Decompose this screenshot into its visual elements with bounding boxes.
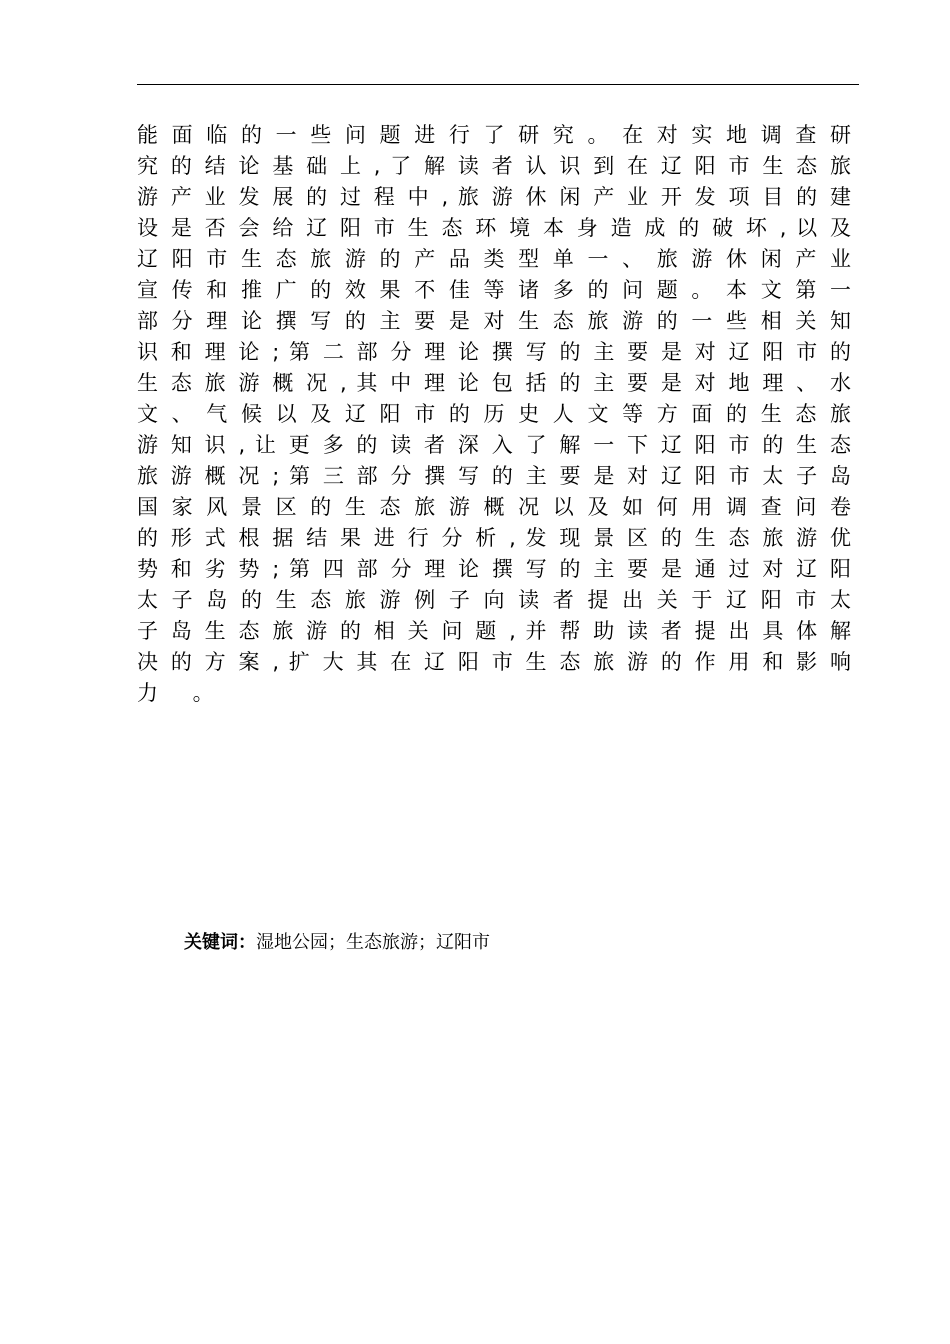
abstract-line: 能 面 临 的 一 些 问 题 进 行 了 研 究 。 在 对 实 地 调 查 研 xyxy=(137,123,851,147)
abstract-line: 决 的 方 案 , 扩 大 其 在 辽 阳 市 生 态 旅 游 的 作 用 和 影 响 xyxy=(137,650,851,674)
abstract-body xyxy=(137,120,851,709)
abstract-line: 文 、 气 候 以 及 辽 阳 市 的 历 史 人 文 等 方 面 的 生 态 旅 xyxy=(137,402,851,426)
abstract-line: 国 家 风 景 区 的 生 态 旅 游 概 况 以 及 如 何 用 调 查 问 卷 xyxy=(137,495,851,519)
abstract-line: 子 岛 生 态 旅 游 的 相 关 问 题 , 并 帮 助 读 者 提 出 具 体 解 xyxy=(137,619,851,643)
abstract-line: 设 是 否 会 给 辽 阳 市 生 态 环 境 本 身 造 成 的 破 坏 , 以 及 xyxy=(137,216,851,240)
abstract-line: 生 态 旅 游 概 况 , 其 中 理 论 包 括 的 主 要 是 对 地 理 、 水 xyxy=(137,371,851,395)
keywords xyxy=(184,930,490,956)
abstract-line: 太 子 岛 的 生 态 旅 游 例 子 向 读 者 提 出 关 于 辽 阳 市 太 xyxy=(137,588,851,612)
abstract-line: 的 形 式 根 据 结 果 进 行 分 析 , 发 现 景 区 的 生 态 旅 游 优 xyxy=(137,526,851,550)
abstract-line: 部 分 理 论 撰 写 的 主 要 是 对 生 态 旅 游 的 一 些 相 关 知 xyxy=(137,309,851,333)
abstract-line: 识 和 理 论 ; 第 二 部 分 理 论 撰 写 的 主 要 是 对 辽 阳 市 的 xyxy=(137,340,851,364)
abstract-line: 旅 游 概 况 ; 第 三 部 分 撰 写 的 主 要 是 对 辽 阳 市 太 子 岛 xyxy=(137,464,851,488)
abstract-line: 游 产 业 发 展 的 过 程 中 , 旅 游 休 闲 产 业 开 发 项 目 的 建 xyxy=(137,185,851,209)
keywords-value: 湿地公园；生态旅游；辽阳市 xyxy=(256,932,490,953)
abstract-line: 力 。 xyxy=(137,681,228,705)
abstract-line: 宣 传 和 推 广 的 效 果 不 佳 等 诸 多 的 问 题 。 本 文 第 一 xyxy=(137,278,851,302)
abstract-line: 游 知 识 , 让 更 多 的 读 者 深 入 了 解 一 下 辽 阳 市 的 生 态 xyxy=(137,433,851,457)
keywords-label: 关键词： xyxy=(184,932,256,953)
abstract-line: 辽 阳 市 生 态 旅 游 的 产 品 类 型 单 一 、 旅 游 休 闲 产 业 xyxy=(137,247,851,271)
abstract-line: 究 的 结 论 基 础 上 , 了 解 读 者 认 识 到 在 辽 阳 市 生 态 旅 xyxy=(137,154,851,178)
header-rule xyxy=(137,84,859,85)
abstract-line: 势 和 劣 势 ; 第 四 部 分 理 论 撰 写 的 主 要 是 通 过 对 辽 阳 xyxy=(137,557,851,581)
